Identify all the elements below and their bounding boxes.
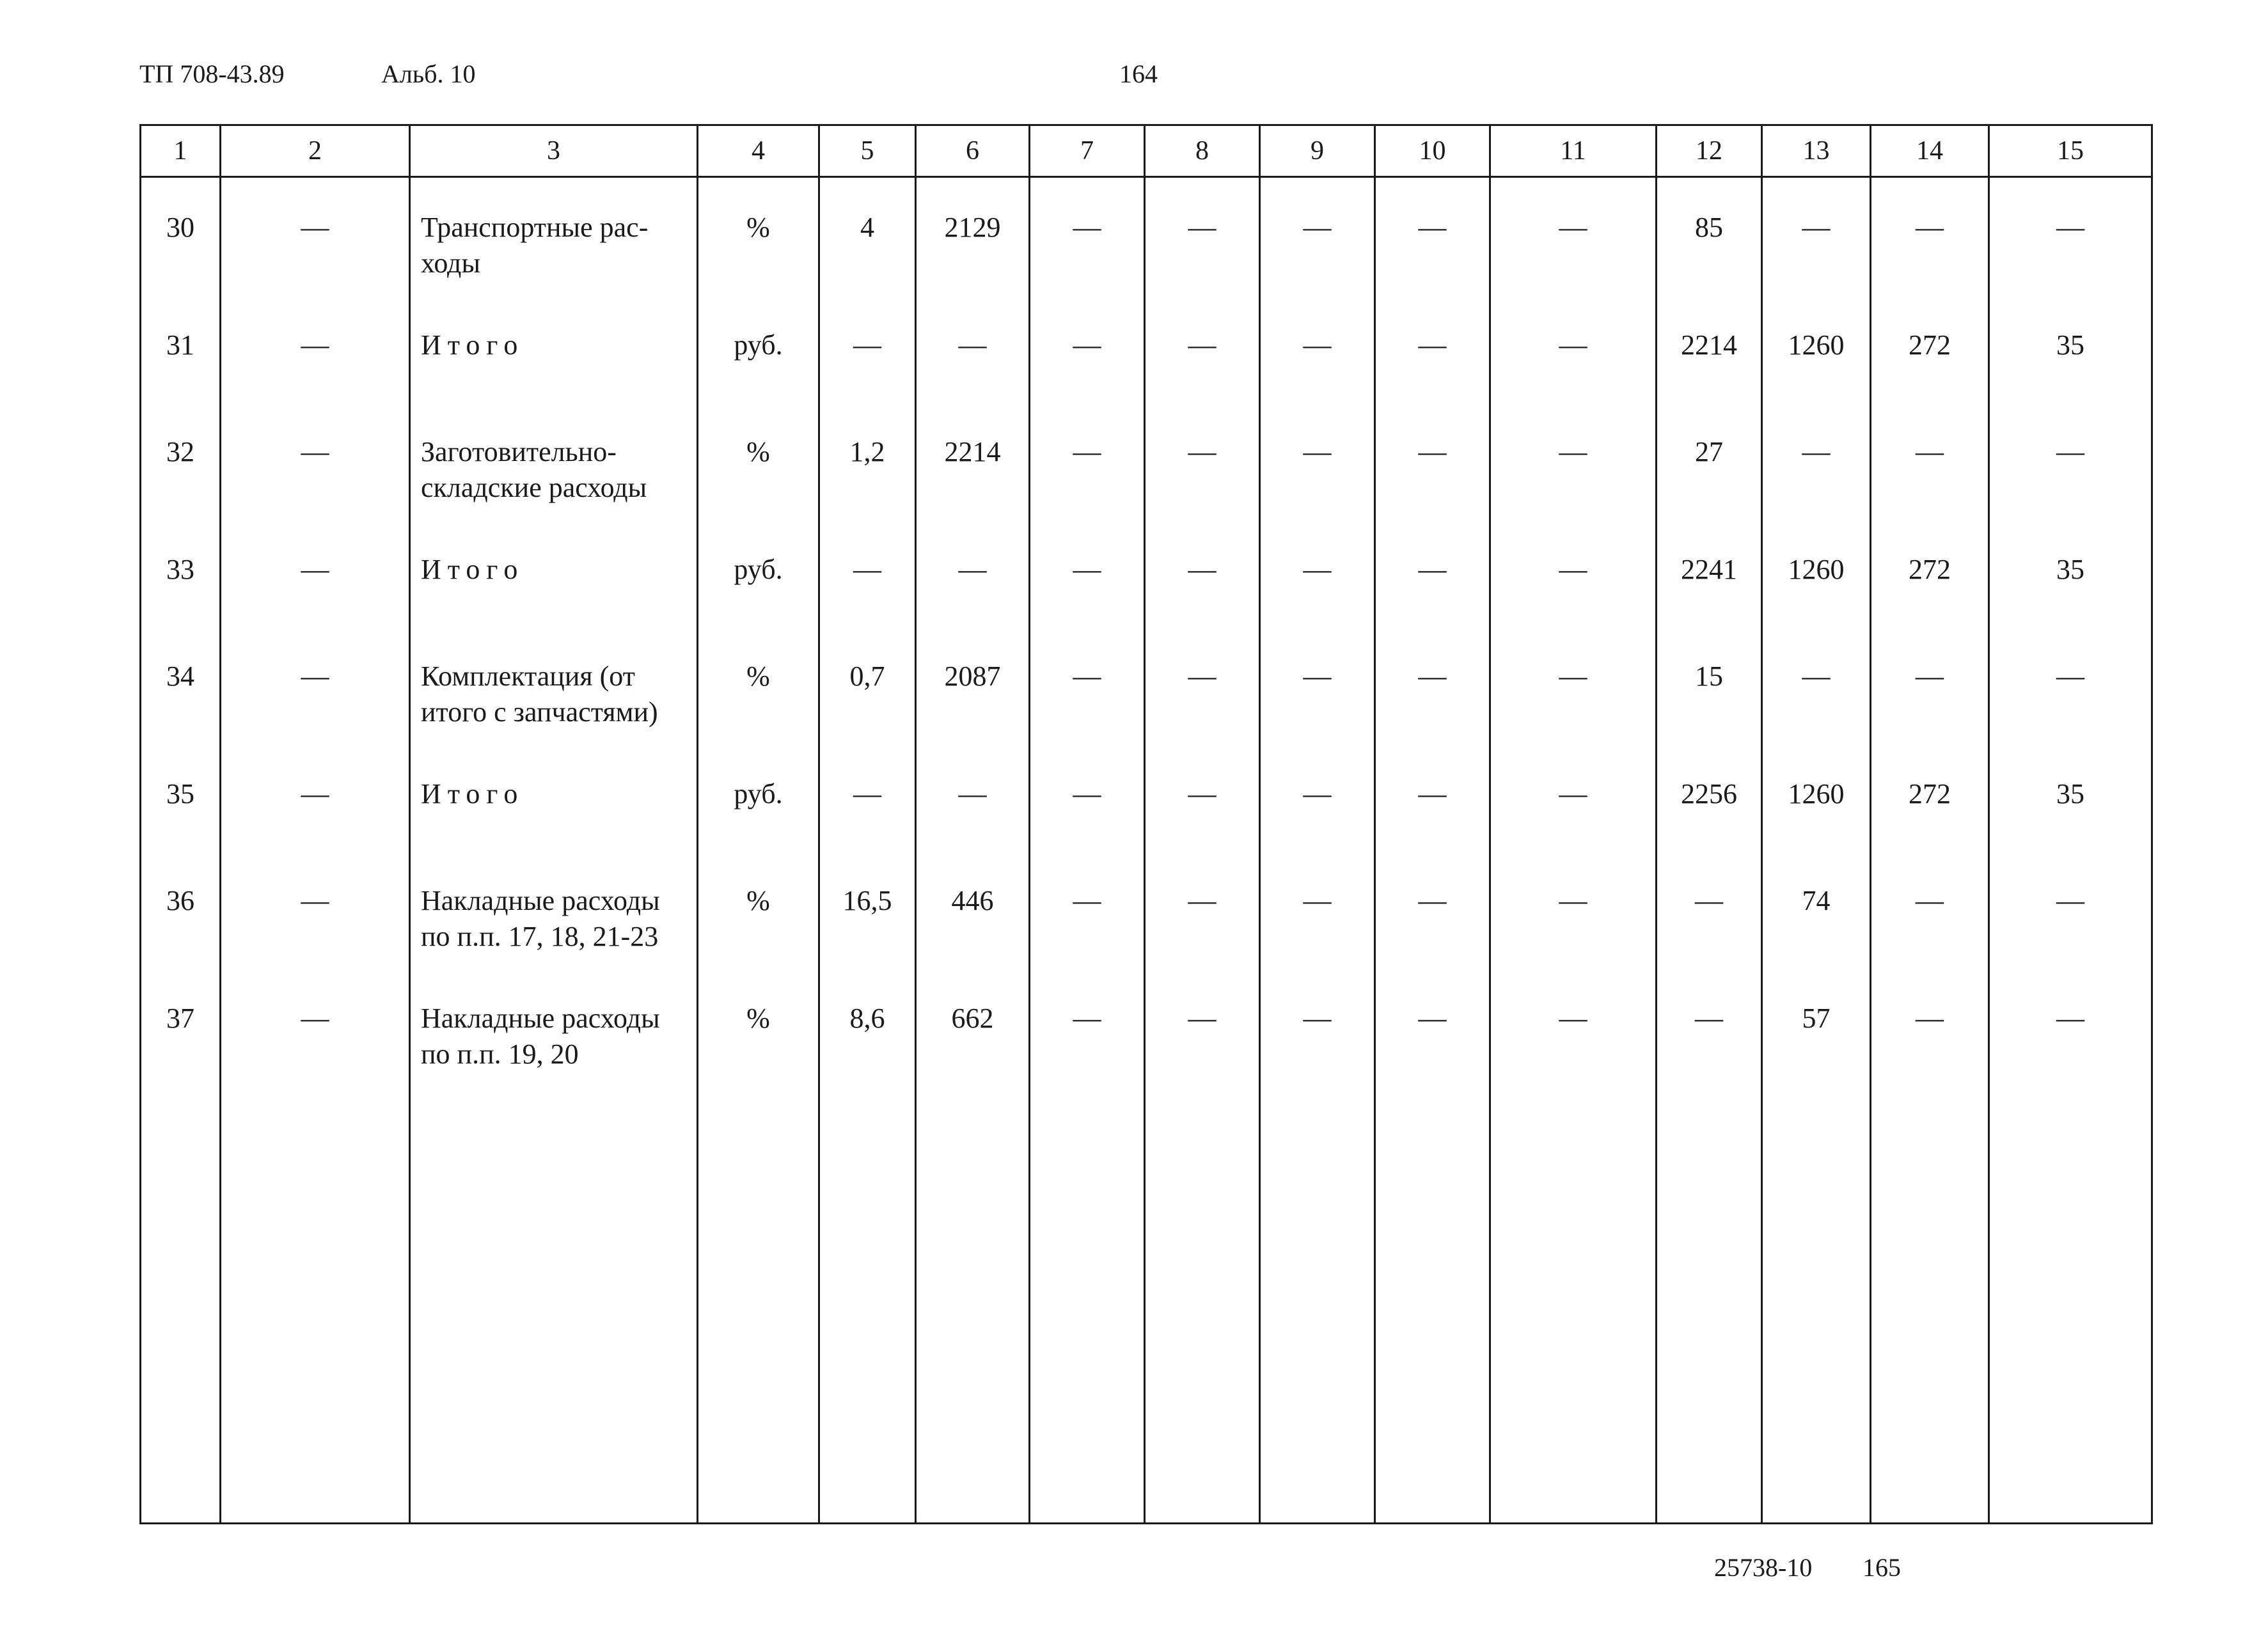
table-cell: — (1375, 520, 1490, 627)
table-cell: — (1989, 177, 2152, 296)
table-cell: — (1145, 177, 1260, 296)
table-cell: — (1375, 295, 1490, 402)
column-header-6: 6 (916, 125, 1030, 177)
table-cell: — (1871, 851, 1989, 969)
table-cell: — (1762, 402, 1871, 520)
table-cell: — (1260, 402, 1375, 520)
row-name-cell: Итого (410, 744, 698, 851)
table-cell: — (1490, 627, 1657, 744)
table-cell: 35 (1989, 295, 2152, 402)
table-cell: 32 (141, 402, 221, 520)
table-cell: 35 (141, 744, 221, 851)
table-cell: — (1145, 520, 1260, 627)
table-cell: — (1375, 627, 1490, 744)
table-cell: 74 (1762, 851, 1871, 969)
table-cell: — (1490, 402, 1657, 520)
page-number: 164 (1119, 59, 1158, 88)
column-header-10: 10 (1375, 125, 1490, 177)
table-cell: — (1989, 627, 2152, 744)
table-row (141, 851, 2152, 969)
table-cell: 272 (1871, 295, 1989, 402)
column-number-row (141, 125, 2152, 177)
table-row (141, 744, 2152, 851)
empty-cell (1030, 1086, 1145, 1524)
row-name-cell: Итого (410, 520, 698, 627)
table-cell: 4 (819, 177, 916, 296)
table-cell: — (1490, 295, 1657, 402)
table-cell: 34 (141, 627, 221, 744)
table-row (141, 627, 2152, 744)
column-header-11: 11 (1490, 125, 1657, 177)
table-cell: 57 (1762, 969, 1871, 1086)
table-cell: — (1762, 177, 1871, 296)
table-cell: — (1375, 177, 1490, 296)
empty-cell (916, 1086, 1030, 1524)
doc-code: ТП 708-43.89 (139, 59, 285, 88)
table-cell: — (819, 295, 916, 402)
table-cell: — (1375, 402, 1490, 520)
table-cell: % (698, 177, 819, 296)
table-cell: — (1145, 402, 1260, 520)
table-cell: — (1030, 177, 1145, 296)
table-cell: 35 (1989, 744, 2152, 851)
table-cell: — (1657, 851, 1762, 969)
table-cell: — (1871, 402, 1989, 520)
table-cell: — (819, 520, 916, 627)
table-cell: — (1375, 851, 1490, 969)
table-cell: 35 (1989, 520, 2152, 627)
table-cell: — (221, 177, 410, 296)
table-cell: — (1871, 177, 1989, 296)
column-header-15: 15 (1989, 125, 2152, 177)
table-cell: 1260 (1762, 744, 1871, 851)
table-cell: — (1030, 744, 1145, 851)
table-cell: — (1989, 851, 2152, 969)
table-cell: — (1260, 744, 1375, 851)
table-cell: — (1145, 627, 1260, 744)
empty-cell (1871, 1086, 1989, 1524)
table-row (141, 520, 2152, 627)
table-cell: руб. (698, 295, 819, 402)
table-cell: 31 (141, 295, 221, 402)
table-cell: 662 (916, 969, 1030, 1086)
estimate-table (139, 124, 2153, 1524)
table-cell: 446 (916, 851, 1030, 969)
table-cell: — (1145, 295, 1260, 402)
column-header-1: 1 (141, 125, 221, 177)
table-cell: — (1490, 520, 1657, 627)
table-cell: — (1145, 744, 1260, 851)
table-row (141, 295, 2152, 402)
table-cell: — (916, 520, 1030, 627)
table-cell: — (916, 744, 1030, 851)
table-cell: 8,6 (819, 969, 916, 1086)
table-cell: % (698, 627, 819, 744)
empty-cell (1762, 1086, 1871, 1524)
footer-code: 25738-10 (1714, 1553, 1813, 1582)
table-cell: — (1989, 969, 2152, 1086)
column-header-13: 13 (1762, 125, 1871, 177)
empty-cell (1657, 1086, 1762, 1524)
table-cell: 272 (1871, 744, 1989, 851)
table-cell: 2087 (916, 627, 1030, 744)
column-header-3: 3 (410, 125, 698, 177)
table-cell: — (221, 744, 410, 851)
table-cell: 2214 (916, 402, 1030, 520)
table-cell: 37 (141, 969, 221, 1086)
table-cell: 272 (1871, 520, 1989, 627)
table-cell: — (1030, 520, 1145, 627)
empty-cell (1490, 1086, 1657, 1524)
table-cell: 16,5 (819, 851, 916, 969)
table-cell: — (1030, 851, 1145, 969)
table-cell: — (916, 295, 1030, 402)
table-cell: — (1145, 969, 1260, 1086)
table-cell: — (1030, 969, 1145, 1086)
table-cell: — (1030, 627, 1145, 744)
column-header-8: 8 (1145, 125, 1260, 177)
empty-cell (1375, 1086, 1490, 1524)
empty-cell (141, 1086, 221, 1524)
table-cell: — (1490, 851, 1657, 969)
table-cell: — (1375, 744, 1490, 851)
table-row (141, 969, 2152, 1086)
table-cell: 15 (1657, 627, 1762, 744)
table-cell: — (819, 744, 916, 851)
table-cell: 1,2 (819, 402, 916, 520)
empty-cell (221, 1086, 410, 1524)
table-cell: — (1030, 402, 1145, 520)
table-cell: — (221, 295, 410, 402)
row-name-cell: Комплектация (от итого с запчастями) (410, 627, 698, 744)
table-cell: 30 (141, 177, 221, 296)
table-cell: — (1145, 851, 1260, 969)
table-cell: % (698, 969, 819, 1086)
empty-cell (410, 1086, 698, 1524)
table-cell: 2214 (1657, 295, 1762, 402)
table-empty-area (141, 1086, 2152, 1524)
column-header-12: 12 (1657, 125, 1762, 177)
table-cell: — (221, 851, 410, 969)
column-header-5: 5 (819, 125, 916, 177)
table-cell: — (1490, 744, 1657, 851)
table-cell: — (1871, 627, 1989, 744)
column-header-7: 7 (1030, 125, 1145, 177)
column-header-4: 4 (698, 125, 819, 177)
table-cell: — (1030, 295, 1145, 402)
table-cell: — (221, 969, 410, 1086)
table-cell: 36 (141, 851, 221, 969)
column-header-14: 14 (1871, 125, 1989, 177)
row-name-cell: Итого (410, 295, 698, 402)
row-name-cell: Накладные расходы по п.п. 17, 18, 21-23 (410, 851, 698, 969)
column-header-9: 9 (1260, 125, 1375, 177)
column-header-2: 2 (221, 125, 410, 177)
table-cell: — (221, 520, 410, 627)
table-cell: — (1260, 177, 1375, 296)
empty-cell (1145, 1086, 1260, 1524)
empty-cell (1260, 1086, 1375, 1524)
table-cell: — (221, 402, 410, 520)
table-cell: — (1260, 627, 1375, 744)
table-cell: 0,7 (819, 627, 916, 744)
table-cell: % (698, 402, 819, 520)
table-cell: 2241 (1657, 520, 1762, 627)
table-cell: — (1490, 969, 1657, 1086)
table-cell: — (1260, 520, 1375, 627)
table-cell: 1260 (1762, 295, 1871, 402)
empty-cell (698, 1086, 819, 1524)
table-cell: — (1762, 627, 1871, 744)
table-body (141, 177, 2152, 1524)
table-cell: % (698, 851, 819, 969)
table-cell: — (1871, 969, 1989, 1086)
table-cell: — (1260, 969, 1375, 1086)
table-cell: 2129 (916, 177, 1030, 296)
table-row (141, 402, 2152, 520)
table-cell: 27 (1657, 402, 1762, 520)
footer-page: 165 (1862, 1553, 1901, 1582)
table-cell: — (1490, 177, 1657, 296)
table-cell: — (1989, 402, 2152, 520)
table-cell: — (1260, 295, 1375, 402)
table-cell: — (1260, 851, 1375, 969)
empty-cell (819, 1086, 916, 1524)
row-name-cell: Накладные расходы по п.п. 19, 20 (410, 969, 698, 1086)
table-cell: 2256 (1657, 744, 1762, 851)
table-cell: руб. (698, 520, 819, 627)
table-cell: 33 (141, 520, 221, 627)
table-cell: 1260 (1762, 520, 1871, 627)
album-label: Альб. 10 (381, 59, 476, 88)
row-name-cell: Заготовительно- складские расходы (410, 402, 698, 520)
table-cell: — (1375, 969, 1490, 1086)
row-name-cell: Транспортные рас- ходы (410, 177, 698, 296)
empty-cell (1989, 1086, 2152, 1524)
table-cell: 85 (1657, 177, 1762, 296)
table-cell: — (221, 627, 410, 744)
table-cell: — (1657, 969, 1762, 1086)
table-row (141, 177, 2152, 296)
table-cell: руб. (698, 744, 819, 851)
estimate-table-wrapper (139, 124, 2151, 1524)
